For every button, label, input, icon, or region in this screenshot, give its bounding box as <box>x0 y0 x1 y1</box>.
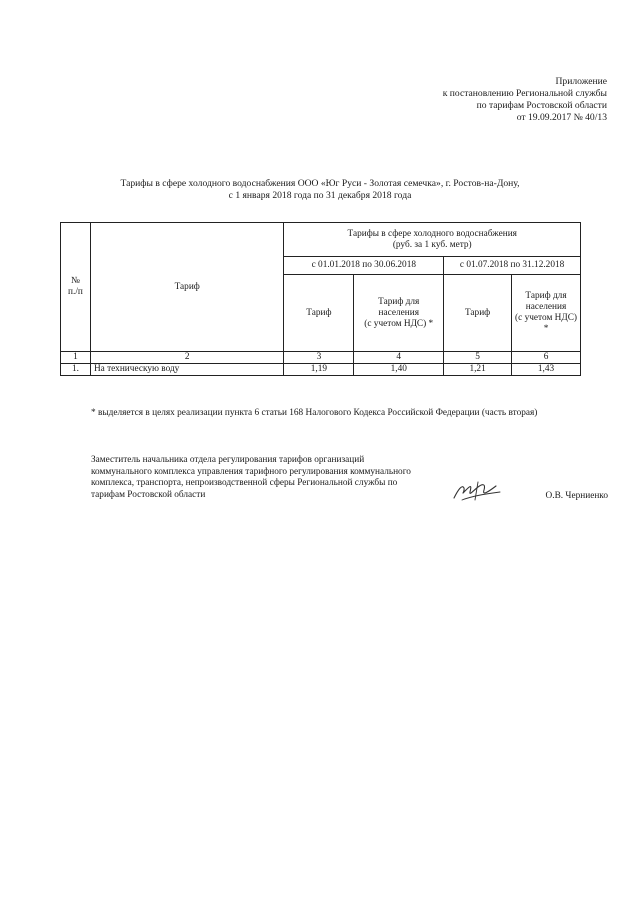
header-period-1: с 01.01.2018 по 30.06.2018 <box>284 257 444 275</box>
row-name: На техническую воду <box>90 364 284 376</box>
index-cell: 6 <box>512 352 581 364</box>
header-number: № п./п <box>61 223 91 352</box>
header-sub-population-1: Тариф для населения (с учетом НДС) * <box>354 275 444 352</box>
header-sub-population-2: Тариф для населения (с учетом НДС) * <box>512 275 581 352</box>
row-value-4: 1,43 <box>512 364 581 376</box>
header-tariff: Тариф <box>90 223 284 352</box>
index-cell: 4 <box>354 352 444 364</box>
appendix-line-2: к постановлению Региональной службы <box>442 88 607 99</box>
index-row <box>61 352 581 364</box>
title-line-2: с 1 января 2018 года по 31 декабря 2018 года <box>228 190 412 201</box>
signer-line-1: Заместитель начальника отдела регулирования тарифов организаций <box>91 455 365 465</box>
index-cell: 2 <box>90 352 284 364</box>
signer-line-4: тарифам Ростовской области <box>91 489 206 500</box>
index-cell: 1 <box>61 352 91 364</box>
appendix-line-1: Приложение <box>555 76 607 87</box>
signer-line-3: комплекса, транспорта, непроизводственной сферы Региональной службы по <box>91 478 398 488</box>
header-sub-tariff-1: Тариф <box>284 275 354 352</box>
signer-position <box>91 455 451 501</box>
signer-name: О.В. Черниенко <box>545 491 608 501</box>
index-cell: 5 <box>444 352 512 364</box>
header-period-2: с 01.07.2018 по 31.12.2018 <box>444 257 581 275</box>
row-value-1: 1,19 <box>284 364 354 376</box>
document-title <box>0 178 640 202</box>
appendix-line-4: от 19.09.2017 № 40/13 <box>516 112 607 123</box>
row-value-2: 1,40 <box>354 364 444 376</box>
handwritten-signature <box>448 478 506 506</box>
footnote: * выделяется в целях реализации пункта 6 статьи 168 Налогового Кодекса Российской Федерации (часть вторая) <box>91 408 538 418</box>
appendix-line-3: по тарифам Ростовской области <box>476 100 607 111</box>
title-line-1: Тарифы в сфере холодного водоснабжения ООО «Юг Руси - Золотая семечка», г. Ростов-на-Дону, <box>120 178 520 189</box>
appendix-header <box>443 76 607 124</box>
row-value-3: 1,21 <box>444 364 512 376</box>
table-row <box>61 364 581 376</box>
row-number: 1. <box>61 364 91 376</box>
tariff-table <box>60 222 581 376</box>
index-cell: 3 <box>284 352 354 364</box>
header-sub-tariff-2: Тариф <box>444 275 512 352</box>
signer-line-2: коммунального комплекса управления тарифного регулирования коммунального <box>91 466 411 477</box>
header-group: Тарифы в сфере холодного водоснабжения (руб. за 1 куб. метр) <box>284 223 581 257</box>
